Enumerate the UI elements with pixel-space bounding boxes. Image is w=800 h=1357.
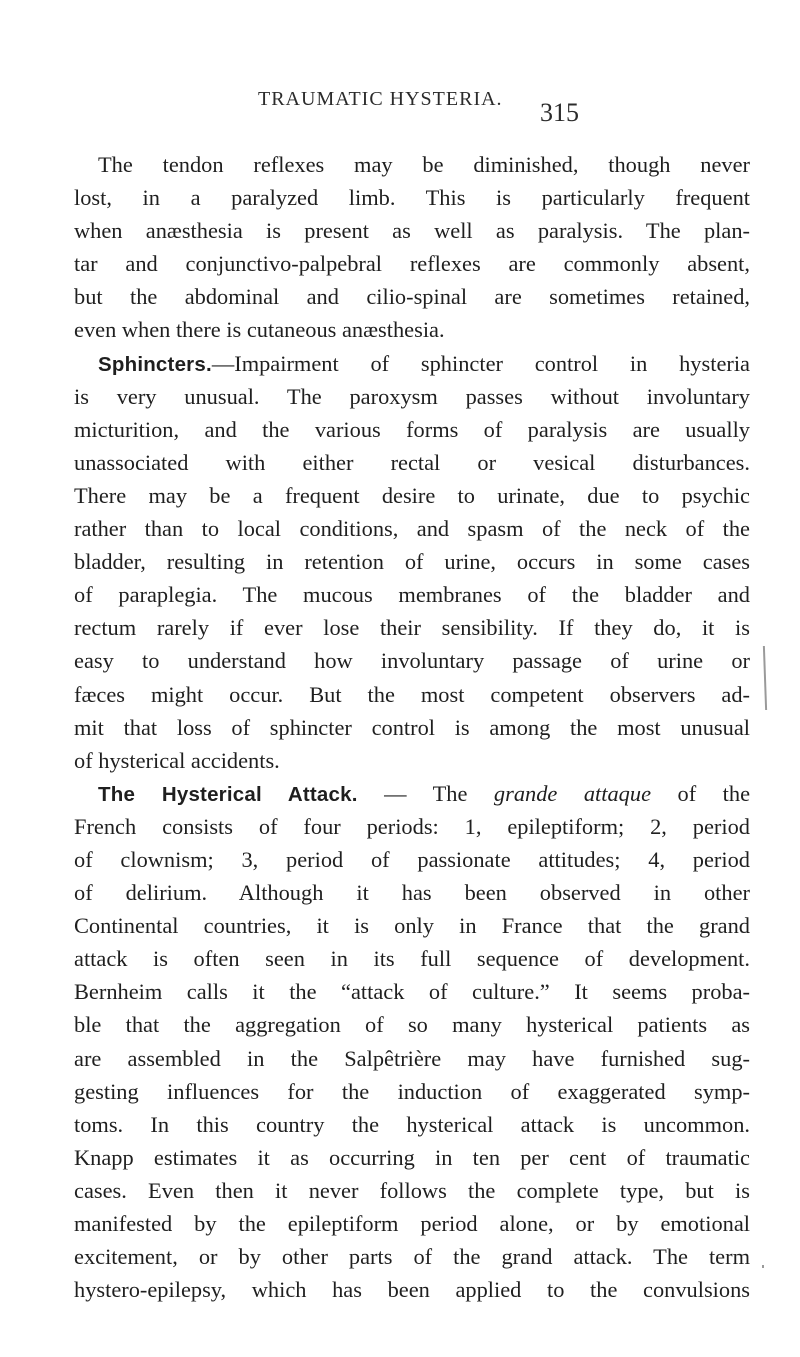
text-line: manifested by the epileptiform period alone, or by emotional — [74, 1211, 750, 1236]
italic-phrase: grande attaque — [493, 780, 652, 806]
text-line: easy to understand how involuntary passage of urine or — [74, 648, 750, 674]
text-line: when anæsthesia is present as well as paralysis. The plan- — [74, 218, 750, 244]
text-line: gesting influences for the induction of exaggerated symp- — [74, 1078, 750, 1104]
sphincters-first-line — [74, 347, 750, 380]
text-run: — The — [357, 780, 494, 806]
text-run: —Impairment of sphincter control in hysteria — [211, 350, 750, 376]
text-line: are assembled in the Salpêtrière may have furnished sug- — [74, 1045, 750, 1071]
page-speck — [762, 1265, 764, 1268]
text-line: but the abdominal and cilio-spinal are sometimes retained, — [74, 284, 750, 310]
text-line: Bernheim calls it the “attack of culture.” It seems proba- — [74, 979, 750, 1005]
text-line: micturition, and the various forms of paralysis are usually — [74, 416, 750, 442]
text-line: rather than to local conditions, and spasm of the neck of the — [74, 516, 750, 542]
text-line: excitement, or by other parts of the grand attack. The term — [74, 1244, 750, 1270]
text-line: Knapp estimates it as occurring in ten per cent of traumatic — [74, 1144, 750, 1170]
text-line: is very unusual. The paroxysm passes without involuntary — [74, 383, 750, 409]
text-line: of hysterical accidents. — [74, 747, 280, 773]
text-line: bladder, resulting in retention of urine, occurs in some cases — [74, 549, 750, 575]
page-number: 315 — [540, 98, 579, 127]
text-line: even when there is cutaneous anæsthesia. — [74, 317, 445, 343]
text-line: hystero-epilepsy, which has been applied to the convulsions — [74, 1277, 750, 1303]
body-text — [74, 148, 750, 1306]
text-line: unassociated with either rectal or vesical disturbances. — [74, 449, 750, 475]
text-line: There may be a frequent desire to urinate, due to psychic — [74, 482, 750, 508]
section-heading-hysterical-attack: The Hysterical Attack. — [98, 782, 358, 806]
text-line: toms. In this country the hysterical attack is uncommon. — [74, 1111, 750, 1137]
attack-first-line — [74, 777, 750, 810]
text-line: tar and conjunctivo-palpebral reflexes are commonly absent, — [74, 251, 750, 277]
text-run: of the — [651, 780, 751, 806]
text-line: The tendon reflexes may be diminished, though never — [98, 152, 750, 177]
text-line: attack is often seen in its full sequence of development. — [74, 946, 750, 972]
text-line: of paraplegia. The mucous membranes of the bladder and — [74, 582, 750, 608]
running-head: TRAUMATIC HYSTERIA. — [258, 88, 503, 110]
text-line: Continental countries, it is only in France that the grand — [74, 913, 750, 939]
section-heading-sphincters: Sphincters. — [98, 352, 212, 376]
text-line: of clownism; 3, period of passionate attitudes; 4, period — [74, 846, 750, 872]
text-line: fæces might occur. But the most competent observers ad- — [74, 681, 750, 707]
text-line: cases. Even then it never follows the complete type, but is — [74, 1177, 750, 1203]
text-line: rectum rarely if ever lose their sensibility. If they do, it is — [74, 615, 750, 641]
text-line: of delirium. Although it has been observed in other — [74, 880, 750, 906]
text-line: lost, in a paralyzed limb. This is particularly frequent — [74, 185, 750, 211]
text-line: French consists of four periods: 1, epileptiform; 2, period — [74, 813, 750, 839]
text-line: ble that the aggregation of so many hysterical patients as — [74, 1012, 750, 1038]
margin-mark — [763, 646, 767, 710]
text-line: mit that loss of sphincter control is among the most unusual — [74, 714, 750, 740]
